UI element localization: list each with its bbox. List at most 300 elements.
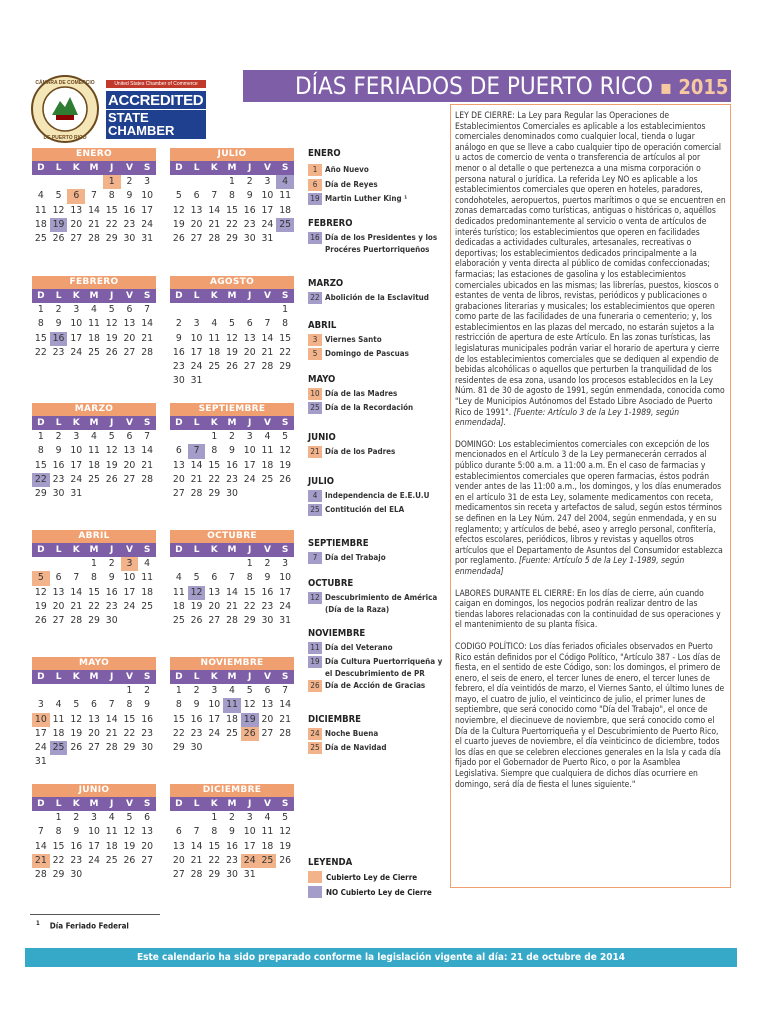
day-cell: 20: [141, 840, 154, 852]
day-cell: 4: [264, 431, 271, 442]
day-cell: 22: [123, 727, 136, 739]
day-cell: 10: [141, 190, 154, 202]
day-cell: 13: [172, 459, 185, 471]
accredited-badge: ACCREDITED STATE CHAMBER: [106, 91, 206, 139]
day-cell: 11: [52, 713, 65, 725]
weekday-label: L: [55, 799, 62, 809]
holiday-month-abril: ABRIL: [308, 320, 337, 331]
day-cell: 1: [229, 176, 235, 187]
day-cell: 28: [141, 346, 154, 358]
day-cell: 29: [52, 869, 65, 881]
empty-cell: [259, 303, 277, 317]
day-cell: 11: [223, 698, 241, 712]
holiday-name: Día de la Recordación: [325, 403, 414, 412]
day-cell: 11: [141, 572, 154, 584]
empty-cell: [188, 430, 206, 444]
day-cell: 14: [141, 318, 154, 330]
day-cell: 23: [226, 854, 238, 866]
weekday-label: L: [55, 291, 62, 301]
empty-cell: [223, 557, 241, 571]
day-cell: 26: [123, 854, 136, 866]
holiday-month-julio: JULIO: [308, 476, 335, 487]
day-cell: 23: [52, 346, 65, 358]
day-cell: 27: [123, 473, 136, 485]
day-cell: 20: [172, 473, 185, 485]
holiday-date: 7: [308, 552, 322, 564]
weekday-label: K: [210, 799, 218, 809]
day-cell: 21: [226, 600, 238, 612]
day-cell: 1: [211, 431, 218, 442]
empty-cell: [50, 684, 68, 698]
month-name: JULIO: [170, 148, 294, 161]
day-cell: 28: [208, 233, 221, 245]
day-cell: 30: [243, 233, 256, 245]
day-cell: 8: [175, 699, 182, 711]
day-cell: 7: [91, 190, 97, 202]
day-cell: 29: [123, 742, 136, 754]
holiday-entry: [308, 292, 448, 304]
month-junio: [32, 784, 156, 882]
holiday-month-marzo: MARZO: [308, 278, 344, 289]
day-cell: 28: [88, 233, 100, 245]
day-cell: 18: [34, 218, 47, 230]
weekday-label: S: [281, 545, 289, 555]
day-cell: 23: [70, 854, 83, 866]
day-cell: 9: [73, 826, 80, 838]
day-cell: 19: [34, 600, 47, 612]
day-cell: 19: [70, 727, 83, 739]
title-year: ▪ 2015: [659, 75, 729, 99]
day-cell: 21: [190, 854, 203, 866]
day-cell: 31: [141, 233, 154, 245]
day-cell: 29: [226, 233, 238, 245]
day-cell: 2: [73, 812, 80, 823]
weekday-label: K: [210, 545, 218, 555]
weekday-label: S: [281, 672, 289, 682]
day-cell: 7: [144, 304, 151, 315]
month-name: AGOSTO: [170, 276, 294, 289]
day-cell: 27: [172, 869, 185, 881]
day-cell: 27: [52, 615, 65, 627]
month-name: FEBRERO: [32, 276, 156, 289]
holiday-month-septiembre: SEPTIEMBRE: [308, 538, 369, 549]
day-cell: 28: [190, 488, 203, 500]
day-cell: 20: [261, 713, 274, 725]
day-cell: 15: [279, 332, 292, 344]
day-cell: 11: [105, 826, 118, 838]
holiday-entry: [308, 232, 448, 256]
empty-cell: [85, 175, 103, 189]
month-febrero: [32, 276, 156, 360]
weekday-label: D: [175, 163, 183, 173]
day-grid: [32, 684, 156, 770]
day-cell: 16: [261, 586, 274, 598]
day-cell: 12: [226, 332, 238, 344]
month-name: ENERO: [32, 148, 156, 161]
day-cell: 30: [70, 869, 83, 881]
month-name: ABRIL: [32, 530, 156, 543]
holiday-name: Viernes Santo: [325, 335, 382, 344]
day-cell: 9: [108, 572, 115, 584]
day-cell: 11: [261, 826, 274, 838]
weekday-label: J: [110, 291, 114, 301]
day-cell: 19: [172, 218, 185, 230]
day-cell: 17: [70, 332, 83, 344]
day-cell: 20: [123, 332, 136, 344]
day-cell: 7: [37, 826, 44, 838]
weekday-label: S: [143, 418, 151, 428]
day-cell: 3: [37, 699, 44, 711]
day-cell: 17: [141, 204, 154, 216]
day-cell: 26: [279, 854, 292, 866]
day-cell: 10: [190, 332, 203, 344]
day-cell: 10: [123, 572, 136, 584]
day-cell: 30: [226, 488, 238, 500]
day-cell: 12: [105, 445, 118, 457]
day-grid: [32, 430, 156, 501]
holiday-entry: [308, 388, 448, 400]
day-cell: 20: [70, 218, 83, 230]
empty-cell: [170, 557, 188, 571]
day-cell: 23: [123, 218, 136, 230]
day-cell: 11: [34, 204, 47, 216]
day-cell: 5: [108, 431, 115, 442]
legend-swatch-purple: [308, 886, 322, 898]
day-cell: 9: [144, 699, 151, 711]
day-cell: 7: [193, 826, 200, 838]
day-cell: 6: [264, 685, 271, 696]
empty-cell: [32, 684, 50, 698]
day-cell: 8: [37, 318, 44, 330]
holiday-entry: [308, 446, 448, 458]
day-cell: 16: [123, 204, 136, 216]
weekday-label: J: [248, 545, 252, 555]
weekday-label: V: [263, 163, 271, 173]
holiday-name: Día de Reyes: [325, 180, 378, 189]
day-cell: 11: [88, 445, 100, 457]
day-cell: 26: [241, 727, 259, 741]
day-cell: 2: [229, 812, 235, 823]
footnote: $^1$ Día Feriado Federal: [36, 920, 129, 931]
weekday-label: L: [193, 672, 200, 682]
holiday-entry: [308, 642, 448, 654]
holiday-date: 10: [308, 388, 322, 400]
day-cell: 26: [105, 346, 118, 358]
weekday-label: V: [125, 291, 133, 301]
day-cell: 16: [243, 204, 256, 216]
day-cell: 25: [88, 473, 100, 485]
day-cell: 4: [108, 812, 115, 823]
weekday-header: [32, 161, 156, 175]
weekday-label: J: [110, 545, 114, 555]
holiday-name: Día de las Madres: [325, 389, 398, 398]
day-cell: 4: [91, 304, 97, 315]
day-cell: 21: [279, 713, 292, 725]
day-cell: 10: [70, 318, 83, 330]
empty-cell: [170, 175, 188, 189]
day-cell: 19: [279, 840, 292, 852]
day-cell: 2: [55, 304, 62, 315]
empty-cell: [188, 557, 206, 571]
day-cell: 12: [70, 713, 83, 725]
day-cell: 21: [261, 346, 274, 358]
day-cell: 5: [108, 304, 115, 315]
month-name: OCTUBRE: [170, 530, 294, 543]
day-cell: 24: [88, 854, 100, 866]
day-cell: 8: [55, 826, 62, 838]
day-cell: 28: [105, 742, 118, 754]
day-cell: 7: [108, 699, 115, 711]
holiday-date: 11: [308, 642, 322, 654]
holiday-month-noviembre: NOVIEMBRE: [308, 628, 366, 639]
day-cell: 3: [246, 431, 253, 442]
day-cell: 10: [243, 826, 256, 838]
weekday-label: M: [89, 163, 99, 173]
month-septiembre: [170, 403, 294, 501]
day-cell: 25: [226, 727, 238, 739]
weekday-label: D: [37, 291, 45, 301]
month-name: SEPTIEMBRE: [170, 403, 294, 416]
day-cell: 25: [259, 854, 277, 868]
day-cell: 26: [226, 361, 238, 373]
day-cell: 18: [172, 600, 185, 612]
day-cell: 7: [144, 431, 151, 442]
day-cell: 18: [105, 840, 118, 852]
day-cell: 5: [126, 812, 133, 823]
empty-cell: [170, 303, 188, 317]
holiday-date: 4: [308, 490, 322, 502]
weekday-label: J: [248, 418, 252, 428]
day-cell: 10: [243, 445, 256, 457]
weekday-header: [170, 543, 294, 557]
day-cell: 30: [190, 742, 203, 754]
day-cell: 16: [141, 713, 154, 725]
day-cell: 9: [193, 699, 200, 711]
holiday-name: Descubrimiento de América (Día de la Raza): [325, 593, 438, 614]
holiday-entry: [308, 680, 448, 692]
day-cell: 15: [172, 713, 185, 725]
empty-cell: [188, 175, 206, 189]
day-cell: 5: [246, 685, 253, 696]
weekday-label: M: [227, 545, 237, 555]
day-cell: 19: [105, 332, 118, 344]
day-cell: 26: [279, 473, 292, 485]
day-cell: 27: [88, 742, 100, 754]
day-cell: 10: [70, 445, 83, 457]
day-cell: 1: [37, 431, 44, 442]
weekday-label: S: [281, 799, 289, 809]
day-cell: 18: [52, 727, 65, 739]
empty-cell: [50, 175, 68, 189]
empty-cell: [170, 430, 188, 444]
chamber-seal-logo: [30, 75, 100, 143]
holiday-entry: [308, 742, 448, 754]
day-cell: 30: [52, 488, 65, 500]
day-cell: 12: [172, 204, 185, 216]
day-cell: 19: [241, 713, 259, 727]
weekday-header: [32, 416, 156, 430]
day-cell: 18: [261, 459, 274, 471]
day-cell: 19: [105, 459, 118, 471]
ley-cierre-paragraph: LEY DE CIERRE: La Ley para Regular las Operaciones de Establecimientos Comerciales es aplicable a los establecimientos comerciales denominados como cualquier local, tienda o lugar análogo en que se lleve a cabo cualquier tipo de operación comercial u actos de comercio de venta o transferencia de artículos al por menor o al detalle o que pertenezca a una misma corporación o persona natural o jurídica. La referida Ley NO es aplicable a los establecimientos comerciales que operen en hoteles, paradores, condohoteles, aeropuertos, puertos marítimos o que se encuentren en zonas demarcadas como turísticas, antiguas o históricas o, aquéllos dedicados predominantemente al servicio o venta de artículos de interés turístico; los establecimientos que operen en facilidades dedicadas a actividades culturales, artesanales, recreativas o deportivas; los establecimientos dedicados principalmente a la elaboración y venta directa al público de comidas confeccionadas; farmacias; las estaciones de gasolina y los establecimientos comerciales ubicados en las mismas; las librerías, puestos, kioscos o estantes de venta de libros, revistas, periódicos y publicaciones o grabaciones literarias y musicales; los establecimientos que operen como parte de las facilidades de una funeraria o cementerio; y, los establecimientos en las plazas del mercado, no estarán sujetos a la restricción de apertura de este Artículo. En las zonas turísticas, las legislaturas municipales podrán variar el horario de apertura y cierre de los establecimientos comerciales que se dediquen al expendio de bebidas alcohólicas o aquellos que perturben la tranquilidad de los residentes de esa zona, usando los procesos establecidos en la Ley Núm. 81 de 30 de agosto de 1991, según enmendada, conocida como "Ley de Municipios Autónomos del Estado Libre Asociado de Puerto Rico de 1991". [Fuente: Artículo 3 de la Ley 1-1989, según enmendada].: [455, 111, 726, 429]
day-cell: 24: [243, 473, 256, 485]
weekday-header: [170, 416, 294, 430]
day-cell: 26: [105, 473, 118, 485]
day-cell: 8: [126, 699, 133, 711]
day-cell: 30: [172, 375, 185, 387]
day-cell: 24: [141, 218, 154, 230]
weekday-label: S: [143, 291, 151, 301]
day-cell: 26: [34, 615, 47, 627]
holiday-entry: [308, 402, 448, 414]
day-cell: 14: [141, 445, 154, 457]
legend-swatch-orange: [308, 871, 322, 883]
day-cell: 30: [261, 615, 274, 627]
day-cell: 19: [226, 346, 238, 358]
month-name: MAYO: [32, 657, 156, 670]
day-cell: 8: [229, 190, 235, 202]
page-title: DÍAS FERIADOS DE PUERTO RICO ▪ 2015: [243, 70, 731, 102]
day-cell: 10: [261, 190, 274, 202]
day-cell: 23: [172, 361, 185, 373]
weekday-label: M: [89, 291, 99, 301]
day-cell: 6: [193, 190, 200, 202]
day-cell: 14: [70, 586, 83, 598]
weekday-label: J: [248, 163, 252, 173]
day-cell: 27: [172, 488, 185, 500]
day-cell: 22: [52, 854, 65, 866]
footnote-divider: [30, 914, 160, 915]
day-cell: 23: [261, 600, 274, 612]
day-cell: 29: [243, 615, 256, 627]
day-cell: 28: [141, 473, 154, 485]
weekday-label: J: [110, 163, 114, 173]
day-cell: 1: [37, 304, 44, 315]
weekday-label: M: [227, 799, 237, 809]
day-cell: 15: [208, 840, 221, 852]
day-grid: [32, 811, 156, 882]
day-cell: 11: [208, 332, 221, 344]
day-cell: 18: [88, 459, 100, 471]
day-cell: 27: [243, 361, 256, 373]
holiday-name: Año Nuevo: [325, 165, 369, 174]
month-mayo: [32, 657, 156, 770]
day-cell: 7: [264, 318, 271, 330]
day-cell: 6: [91, 699, 97, 711]
weekday-label: M: [227, 418, 237, 428]
day-cell: 12: [279, 826, 292, 838]
holiday-name: Día Cultura Puertorriqueña y el Descubrimiento de PR: [325, 657, 443, 678]
day-cell: 20: [88, 727, 100, 739]
day-cell: 3: [73, 304, 80, 315]
day-cell: 1: [282, 304, 289, 315]
day-cell: 3: [264, 176, 271, 187]
weekday-label: K: [210, 418, 218, 428]
day-cell: 23: [226, 473, 238, 485]
domingo-paragraph: DOMINGO: Los establecimientos comerciales con excepción de los mencionados en el Artículo 3 de la Ley permanecerán cerrados al público durante 5:00 a.m. a 11:00 a.m. En el caso de farmacias y establecimientos comerciales que operen farmacias, éstos podrán vender antes de las 11:00 a.m., los domingos, y los días enumerados en el artículo 31 de esta Ley, solamente medicamentos con receta, medicamentos sin receta y artefactos de salud, según estos términos se definen en la Ley Núm. 247 del 2004, según enmendada, y en su reglamento; y artículos de bebé, aseo y arreglo personal, confitería, efectos escolares, periódicos, libros y revistas y aquellos otros artículos que el Departamento de Asuntos del Consumidor establezca por reglamento. [Fuente: Artículo 5 de la Ley 1-1989, según enmendada]: [455, 439, 723, 577]
day-cell: 21: [105, 727, 118, 739]
weekday-label: L: [55, 418, 62, 428]
weekday-label: S: [281, 291, 289, 301]
day-cell: 28: [190, 869, 203, 881]
empty-cell: [50, 557, 68, 571]
day-cell: 25: [172, 615, 185, 627]
day-cell: 22: [208, 473, 221, 485]
weekday-label: M: [227, 291, 237, 301]
weekday-label: J: [110, 799, 114, 809]
day-cell: 13: [70, 204, 83, 216]
day-cell: 10: [279, 572, 292, 584]
empty-cell: [67, 684, 85, 698]
day-cell: 25: [34, 233, 47, 245]
day-cell: 8: [211, 826, 218, 838]
day-cell: 23: [105, 600, 118, 612]
month-marzo: [32, 403, 156, 501]
day-cell: 27: [208, 615, 221, 627]
day-cell: 19: [50, 218, 68, 232]
day-cell: 31: [190, 375, 203, 387]
day-grid: [170, 811, 294, 882]
weekday-label: L: [55, 672, 62, 682]
weekday-label: K: [72, 799, 80, 809]
day-cell: 2: [264, 558, 271, 569]
holiday-date: 19: [308, 193, 322, 205]
weekday-label: S: [143, 163, 151, 173]
weekday-header: [170, 289, 294, 303]
day-cell: 29: [105, 233, 118, 245]
day-cell: 17: [243, 840, 256, 852]
day-cell: 26: [172, 233, 185, 245]
day-cell: 10: [208, 699, 221, 711]
day-cell: 1: [103, 175, 121, 189]
empty-cell: [103, 684, 121, 698]
weekday-label: D: [175, 545, 183, 555]
weekday-label: K: [210, 291, 218, 301]
weekday-label: K: [72, 291, 80, 301]
holiday-entry: [308, 490, 448, 502]
day-cell: 18: [261, 840, 274, 852]
day-cell: 2: [144, 685, 151, 696]
holiday-entry: [308, 334, 448, 346]
day-cell: 5: [282, 812, 289, 823]
day-cell: 19: [190, 600, 203, 612]
weekday-label: M: [227, 672, 237, 682]
weekday-label: S: [281, 418, 289, 428]
day-cell: 20: [190, 218, 203, 230]
day-cell: 7: [211, 190, 218, 202]
day-cell: 11: [88, 318, 100, 330]
empty-cell: [32, 557, 50, 571]
day-cell: 2: [229, 431, 235, 442]
day-cell: 25: [88, 346, 100, 358]
day-cell: 4: [211, 318, 218, 330]
weekday-label: V: [263, 418, 271, 428]
day-cell: 15: [243, 586, 256, 598]
day-cell: 14: [279, 699, 292, 711]
day-cell: 22: [32, 473, 50, 487]
day-cell: 22: [279, 346, 292, 358]
weekday-label: D: [37, 418, 45, 428]
day-cell: 26: [70, 742, 83, 754]
weekday-label: V: [125, 545, 133, 555]
month-diciembre: [170, 784, 294, 882]
holiday-name: Noche Buena: [325, 729, 379, 738]
day-cell: 30: [105, 615, 118, 627]
weekday-header: [170, 670, 294, 684]
day-cell: 8: [108, 190, 115, 202]
day-cell: 1: [91, 558, 97, 569]
day-cell: 5: [55, 190, 62, 202]
